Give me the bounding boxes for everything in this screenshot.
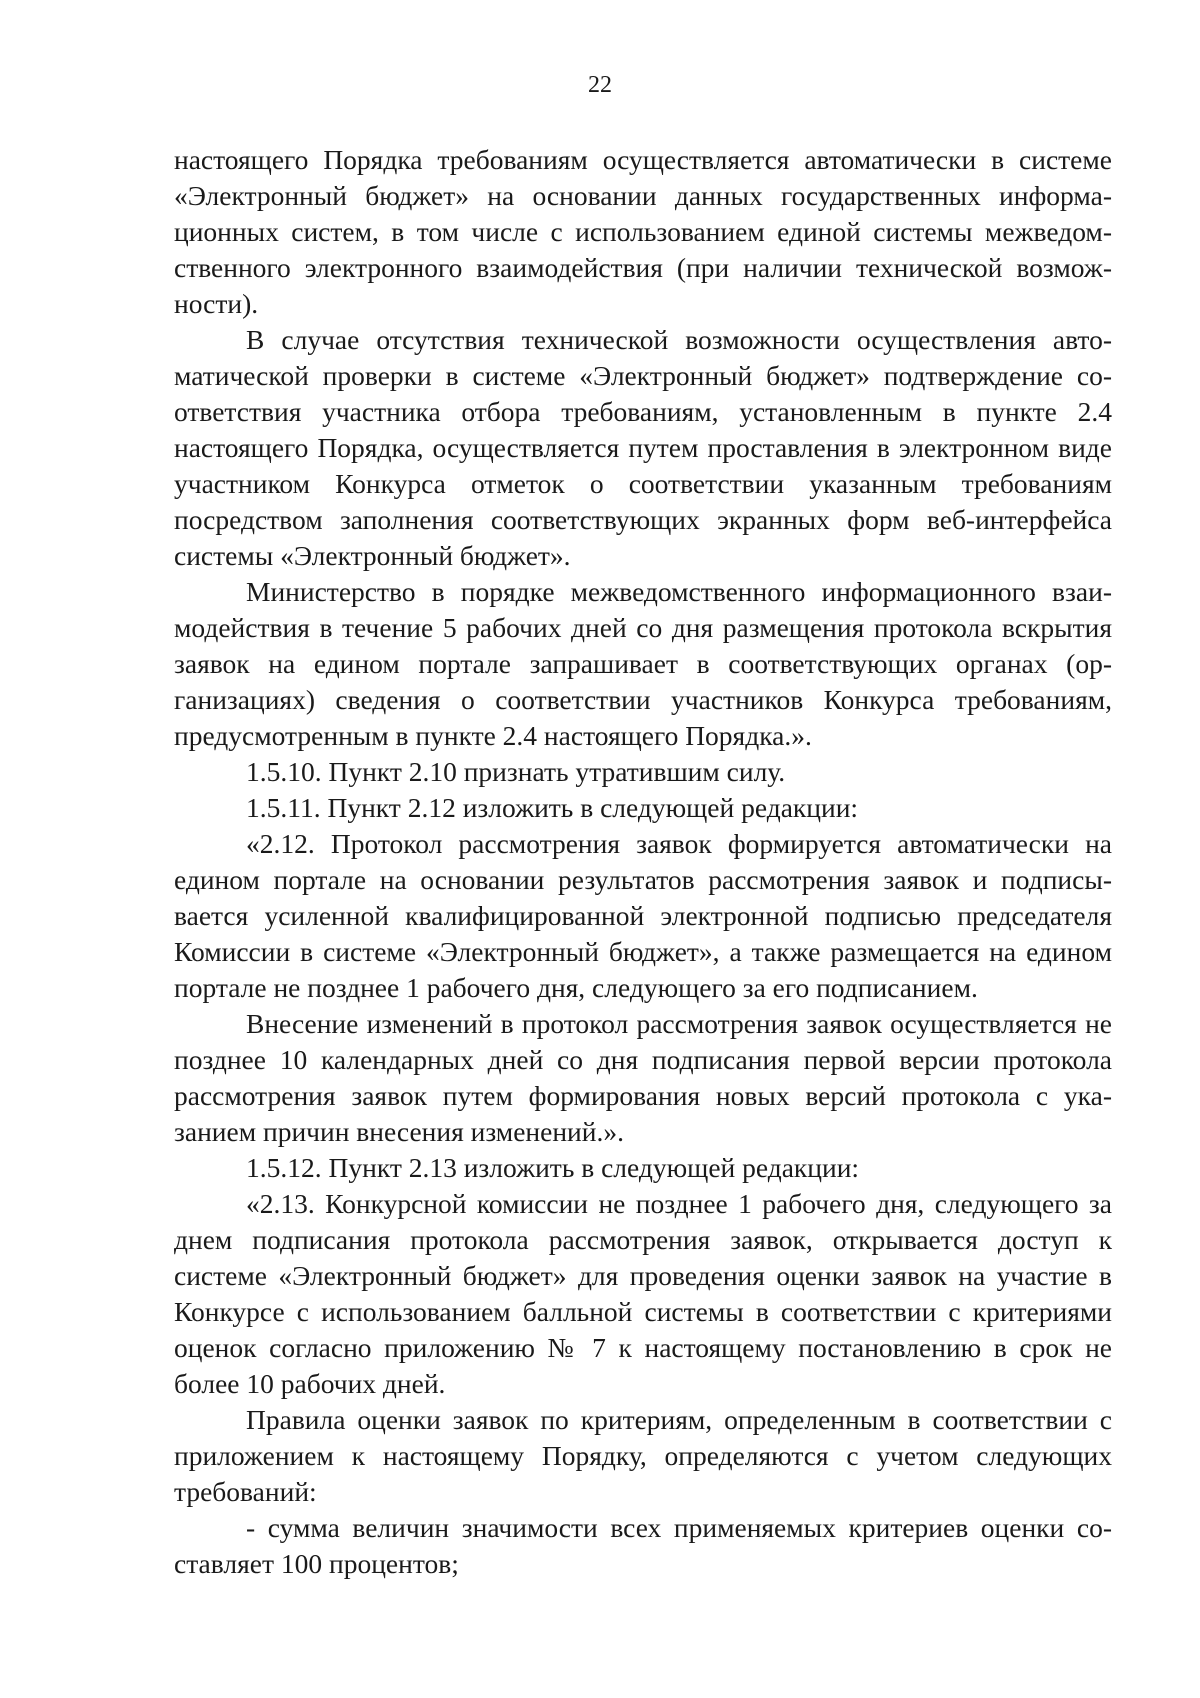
paragraph: 1.5.12. Пункт 2.13 изложить в следующей редакции: [246, 1152, 860, 1183]
paragraph: Внесение изменений в протокол рассмотрения заявок осуществляется не позднее 10 календарных дней со дня подписания первой версии протокола рассмотрения заявок путем формирования новых версий протокола с указанием причин внесения изменений.». [174, 1008, 1112, 1147]
paragraph: В случае отсутствия технической возможности осуществления автоматической проверки в системе «Электронный бюджет» подтверждение соответствия участника отбора требованиям, установленным в пункте 2.4 настоящего Порядка, осуществляется путем проставления в электронном виде участником Конкурса отметок о соответствии указанным требованиям посредством заполнения соответствующих экранных форм веб-интерфейса системы «Электронный бюджет». [174, 324, 1112, 571]
paragraph: Правила оценки заявок по критериям, определенным в соответствии с приложением к настоящему Порядку, определяются с учетом следующих требований: [174, 1404, 1112, 1507]
document-body [174, 142, 1112, 1582]
paragraph: - сумма величин значимости всех применяемых критериев оценки составляет 100 процентов; [174, 1512, 1112, 1579]
paragraph: Министерство в порядке межведомственного информационного взаимодействия в течение 5 рабочих дней со дня размещения протокола вскрытия заявок на едином портале запрашивает в соответствующих органах (организациях) сведения о соответствии участников Конкурса требованиям, предусмотренным в пункте 2.4 настоящего Порядка.». [174, 576, 1112, 751]
paragraph: 1.5.11. Пункт 2.12 изложить в следующей редакции: [246, 792, 859, 823]
paragraph-continuation: настоящего Порядка требованиям осуществляется автоматически в системе «Электронный бюджет» на основании данных государственных информационных систем, в том числе с использованием единой системы межведомственного электронного взаимодействия (при наличии технической возможности). [174, 144, 1112, 319]
paragraph: 1.5.10. Пункт 2.10 признать утратившим силу. [246, 756, 786, 787]
page-number: 22 [588, 72, 612, 98]
paragraph: «2.13. Конкурсной комиссии не позднее 1 рабочего дня, следующего за днем подписания протокола рассмотрения заявок, открывается доступ к системе «Электронный бюджет» для проведения оценки заявок на участие в Конкурсе с использованием балльной системы в соответствии с критериями оценок согласно приложению № 7 к настоящему постановлению в срок не более 10 рабочих дней. [174, 1188, 1112, 1399]
paragraph: «2.12. Протокол рассмотрения заявок формируется автоматически на едином портале на основании результатов рассмотрения заявок и подписывается усиленной квалифицированной электронной подписью председателя Комиссии в системе «Электронный бюджет», а также размещается на едином портале не позднее 1 рабочего дня, следующего за его подписанием. [174, 828, 1112, 1003]
